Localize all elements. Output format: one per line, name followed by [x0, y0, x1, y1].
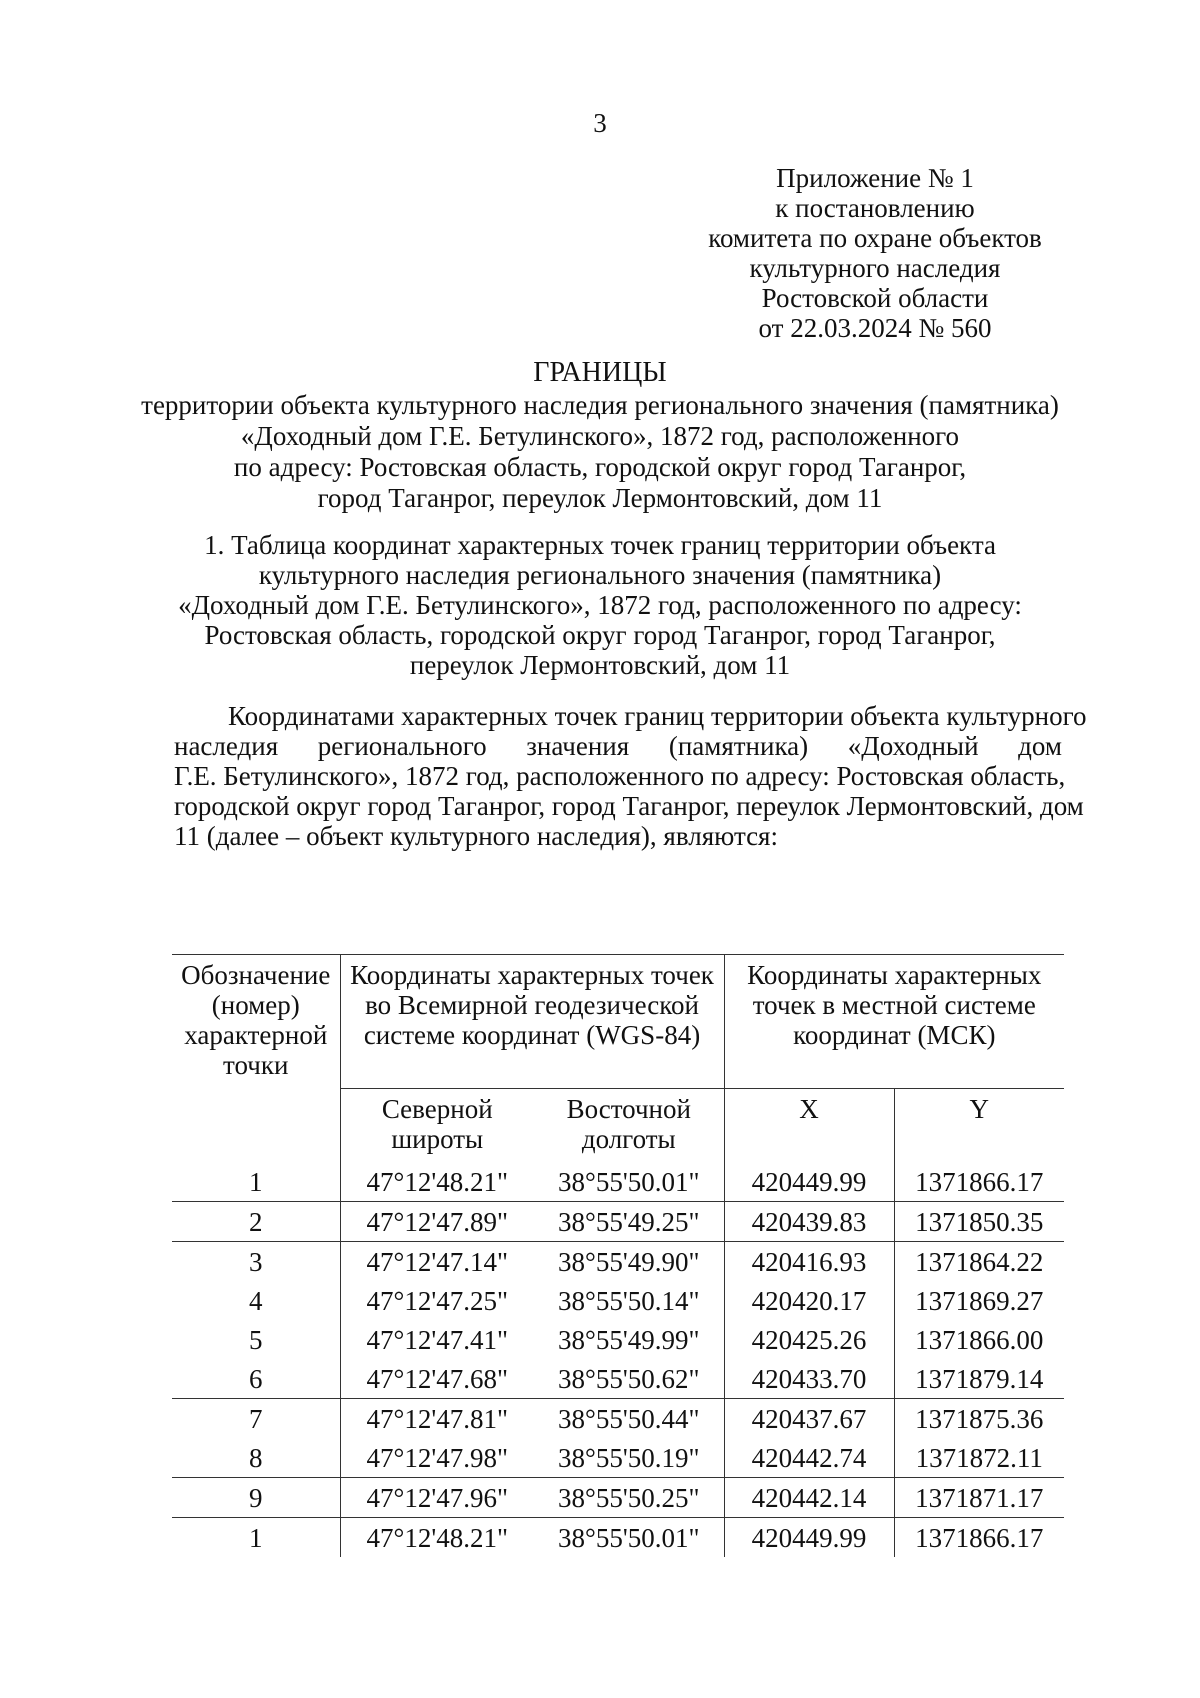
y-coordinate-cell: 1371875.36 [894, 1399, 1064, 1439]
point-number-cell: 1 [172, 1162, 340, 1202]
point-number-cell: 3 [172, 1242, 340, 1282]
y-coordinate-cell: 1371872.11 [894, 1438, 1064, 1478]
appendix-line: Приложение № 1 [776, 163, 974, 193]
north-latitude-cell: 47°12'47.98" [366, 1442, 508, 1473]
document-heading: ГРАНИЦЫ [533, 357, 667, 388]
intro-line: Координатами характерных точек границ территории объекта культурного [228, 701, 1087, 731]
x-coordinate-cell: 420449.99 [724, 1162, 894, 1202]
table-title-line: «Доходный дом Г.Е. Бетулинского», 1872 год, расположенного по адресу: [178, 590, 1022, 620]
heading-line: территории объекта культурного наследия регионального значения (памятника) [141, 390, 1059, 420]
y-coordinate-cell: 1371869.27 [894, 1281, 1064, 1320]
borders-block [100, 356, 1100, 514]
point-number-cell: 6 [172, 1359, 340, 1399]
table-row [172, 1478, 1064, 1518]
point-number-cell: 9 [172, 1478, 340, 1518]
header-point-number: Обозначение (номер) характерной точки [172, 955, 340, 1163]
table-title-line: переулок Лермонтовский, дом 11 [409, 650, 791, 680]
table-row [172, 1242, 1064, 1282]
header-north-latitude: Северной широты [381, 1094, 493, 1154]
x-coordinate-cell: 420442.74 [724, 1438, 894, 1478]
appendix-line: к постановлению [775, 193, 975, 223]
y-coordinate-cell: 1371850.35 [894, 1202, 1064, 1242]
east-longitude-cell: 38°55'50.44" [534, 1399, 724, 1439]
north-latitude-cell: 47°12'47.96" [340, 1478, 534, 1518]
y-coordinate-cell: 1371879.14 [894, 1359, 1064, 1399]
table-row [172, 1320, 1064, 1359]
y-coordinate-cell: 1371866.00 [894, 1320, 1064, 1359]
north-latitude-cell: 47°12'47.89" [340, 1202, 534, 1242]
x-coordinate-cell: 420433.70 [724, 1359, 894, 1399]
intro-line: наследия регионального значения (памятника) «Доходный дом [174, 731, 1062, 761]
page-number: 3 [593, 108, 607, 138]
intro-line: городской округ город Таганрог, город Таганрог, переулок Лермонтовский, дом [174, 791, 1084, 821]
north-latitude-cell: 47°12'47.14" [340, 1242, 534, 1282]
point-number-cell: 8 [172, 1438, 340, 1478]
table-row [172, 1162, 1064, 1202]
header-x: X [724, 1089, 894, 1163]
header-y: Y [894, 1089, 1064, 1163]
heading-line: город Таганрог, переулок Лермонтовский, дом 11 [317, 483, 883, 513]
north-latitude-cell: 47°12'47.68" [366, 1363, 508, 1394]
north-latitude-cell: 47°12'48.21" [366, 1166, 508, 1197]
heading-line: «Доходный дом Г.Е. Бетулинского», 1872 год, расположенного [240, 421, 960, 451]
y-coordinate-cell: 1371866.17 [894, 1162, 1064, 1202]
appendix-line: культурного наследия [749, 253, 1001, 283]
point-number-cell: 1 [172, 1518, 340, 1558]
header-msk: Координаты характерных точек в местной системе координат (МСК) [724, 955, 1064, 1089]
east-longitude-cell: 38°55'50.01" [534, 1518, 724, 1558]
point-number-cell: 5 [172, 1320, 340, 1359]
table-title-line: 1. Таблица координат характерных точек границ территории объекта [204, 530, 996, 560]
x-coordinate-cell: 420420.17 [724, 1281, 894, 1320]
north-latitude-cell: 47°12'47.25" [366, 1285, 508, 1316]
east-longitude-cell: 38°55'49.99" [558, 1324, 700, 1355]
east-longitude-cell: 38°55'49.90" [534, 1242, 724, 1282]
y-coordinate-cell: 1371871.17 [894, 1478, 1064, 1518]
table-row [172, 1438, 1064, 1478]
north-latitude-cell: 47°12'47.81" [340, 1399, 534, 1439]
point-number-cell: 2 [172, 1202, 340, 1242]
table-title [100, 530, 1100, 680]
intro-line: 11 (далее – объект культурного наследия), являются: [174, 821, 778, 851]
east-longitude-cell: 38°55'50.01" [558, 1166, 700, 1197]
appendix-line: Ростовской области [761, 283, 989, 313]
x-coordinate-cell: 420416.93 [724, 1242, 894, 1282]
east-longitude-cell: 38°55'50.19" [558, 1442, 700, 1473]
table-row [172, 1399, 1064, 1439]
table-row [172, 1518, 1064, 1558]
intro-line: Г.Е. Бетулинского», 1872 год, расположенного по адресу: Ростовская область, [174, 761, 1066, 791]
table-row [172, 1281, 1064, 1320]
header-wgs84: Координаты характерных точек во Всемирной геодезической системе координат (WGS-84) [340, 955, 724, 1089]
table-body [172, 1162, 1064, 1557]
point-number-cell: 7 [172, 1399, 340, 1439]
table-row [172, 1202, 1064, 1242]
heading-line: по адресу: Ростовская область, городской округ город Таганрог, [233, 452, 967, 482]
appendix-line: от 22.03.2024 № 560 [758, 313, 992, 343]
appendix-block [690, 163, 1060, 343]
y-coordinate-cell: 1371864.22 [894, 1242, 1064, 1282]
table-title-line: культурного наследия регионального значения (памятника) [258, 560, 942, 590]
y-coordinate-cell: 1371866.17 [894, 1518, 1064, 1558]
coordinates-table [172, 954, 1064, 1557]
x-coordinate-cell: 420425.26 [724, 1320, 894, 1359]
east-longitude-cell: 38°55'50.14" [558, 1285, 700, 1316]
north-latitude-cell: 47°12'47.41" [366, 1324, 508, 1355]
x-coordinate-cell: 420439.83 [724, 1202, 894, 1242]
x-coordinate-cell: 420437.67 [724, 1399, 894, 1439]
north-latitude-cell: 47°12'48.21" [340, 1518, 534, 1558]
x-coordinate-cell: 420442.14 [724, 1478, 894, 1518]
east-longitude-cell: 38°55'49.25" [534, 1202, 724, 1242]
header-east-longitude: Восточной долготы [566, 1094, 691, 1154]
east-longitude-cell: 38°55'50.25" [534, 1478, 724, 1518]
table-row [172, 1359, 1064, 1399]
point-number-cell: 4 [172, 1281, 340, 1320]
x-coordinate-cell: 420449.99 [724, 1518, 894, 1558]
appendix-line: комитета по охране объектов [708, 223, 1042, 253]
east-longitude-cell: 38°55'50.62" [558, 1363, 700, 1394]
table-title-line: Ростовская область, городской округ город Таганрог, город Таганрог, [204, 620, 996, 650]
intro-paragraph [174, 701, 1087, 851]
